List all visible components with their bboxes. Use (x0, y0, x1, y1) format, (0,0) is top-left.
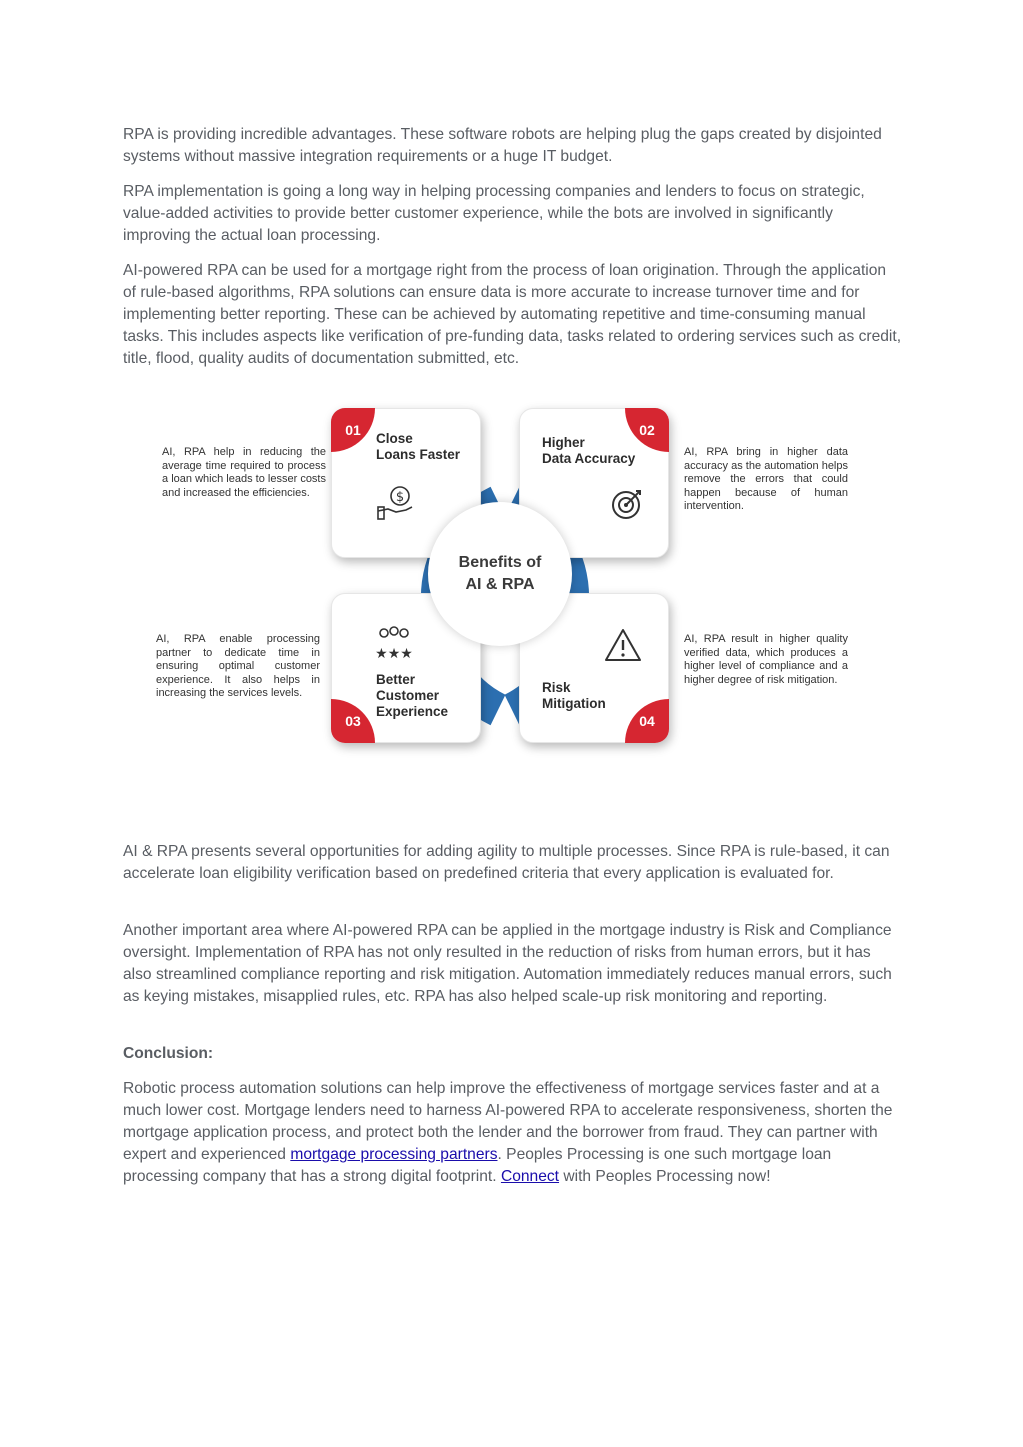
benefits-infographic (150, 400, 870, 780)
card-title-customer-experience: Better Customer Experience (376, 672, 449, 719)
mortgage-processing-partners-link[interactable]: mortgage processing partners (290, 1146, 498, 1163)
paragraph-rpa-implementation: RPA implementation is going a long way in helping processing companies and lenders to focus on strategic, value-added activities to provide better customer experience, while the bots are involved in significantly improving the actual loan processing. (123, 183, 865, 244)
conclusion-text-1: Robotic process automation solutions can help improve the effectiveness of mortgage services faster and at a much lower cost. Mortgage lenders need to harness AI-powered RPA to accelerate responsiveness, shorten the mortgage application process, and protect both the lender and the borrower from fraud. They can partner with expert and experienced (123, 1080, 893, 1163)
paragraph-ai-powered-rpa: AI-powered RPA can be used for a mortgage right from the process of loan origination. Through the application of rule-based algorithms, RPA solutions can ensure data is more accurate to increase turnover time and for implementing better reporting. These can be achieved by automating repetitive and time-consuming manual tasks. This includes aspects like verification of pre-funding data, tasks related to ordering services such as credit, title, flood, quality audits of documentation submitted, etc. (123, 262, 902, 367)
badge-03: 03 (331, 699, 375, 743)
money-hand-icon (376, 485, 416, 529)
conclusion-text-2: . Peoples Processing is one such mortgage loan processing company that has a strong digital footprint. (123, 1146, 832, 1185)
center-circle (428, 502, 572, 646)
desc-risk-mitigation: AI, RPA result in higher quality verified data, which produces a higher level of compliance and a higher degree of risk mitigation. (684, 633, 848, 686)
desc-close-loans: AI, RPA help in reducing the average time required to process a loan which leads to lesser costs and increased the efficiencies. (162, 446, 326, 499)
paragraph-agility: AI & RPA presents several opportunities for adding agility to multiple processes. Since RPA is rule-based, it can accelerate loan eligibility verification based on predefined criteria that every application is evaluated for. (123, 843, 890, 882)
paragraph-rpa-advantages: RPA is providing incredible advantages. These software robots are helping plug the gaps created by disjointed systems without massive integration requirements or a huge IT budget. (123, 126, 882, 165)
connect-link[interactable]: Connect (500, 1168, 560, 1185)
warning-icon (604, 628, 642, 670)
svg-text:$: $ (395, 490, 405, 505)
badge-01: 01 (331, 408, 375, 452)
conclusion-text-3: with Peoples Processing now! (559, 1168, 771, 1185)
customer-stars-icon (374, 626, 414, 670)
center-title-line2: AI & RPA (465, 576, 535, 593)
svg-text:★★★: ★★★ (375, 646, 413, 662)
card-title-risk-mitigation: Risk Mitigation (542, 680, 606, 711)
desc-customer-experience: AI, RPA enable processing partner to dedicate time in ensuring optimal customer experience. It also helps in increasing the services levels. (156, 633, 320, 700)
badge-04: 04 (625, 699, 669, 743)
card-title-close-loans: Close Loans Faster (376, 431, 461, 462)
desc-data-accuracy: AI, RPA bring in higher data accuracy as the automation helps remove the errors that could happen because of human intervention. (684, 446, 848, 513)
card-title-data-accuracy: Higher Data Accuracy (542, 435, 636, 466)
paragraph-conclusion (123, 1078, 903, 1188)
center-title-line1: Benefits of (458, 554, 542, 571)
paragraph-risk-compliance: Another important area where AI-powered RPA can be applied in the mortgage industry is Risk and Compliance oversight. Implementation of RPA has not only resulted in the reduction of risks from human errors, but it has also streamlined compliance reporting and risk mitigation. Automation immediately reduces manual errors, such as keying mistakes, misapplied rules, etc. RPA has also helped scale-up risk monitoring and reporting. (123, 922, 892, 1005)
badge-02: 02 (625, 408, 669, 452)
conclusion-heading: Conclusion: (123, 1045, 214, 1062)
target-icon (610, 487, 644, 529)
